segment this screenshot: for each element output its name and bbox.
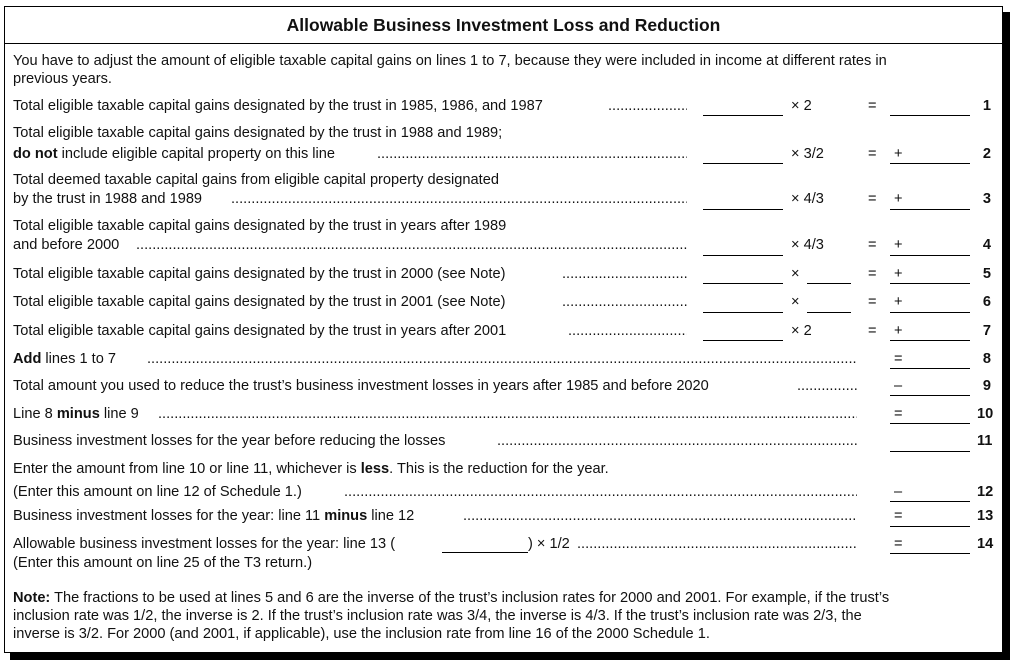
line-13-result-field[interactable] [890, 526, 970, 527]
line-number: 12 [977, 484, 994, 500]
equals-sign: = [868, 266, 877, 282]
line-5-label: Total eligible taxable capital gains designated by the trust in 2000 (see Note) [13, 266, 506, 282]
note-line-2: inclusion rate was 1/2, the inverse is 2. If the trust’s inclusion rate was 3/4, the inverse is 4/3. If the trust’s inclusion rate was 2/3, the [13, 608, 862, 624]
plus-sign: + [894, 294, 903, 310]
line-number: 7 [982, 323, 991, 339]
intro-line-1: You have to adjust the amount of eligible taxable capital gains on lines 1 to 7, because they were included in income at different rates in [13, 53, 887, 69]
line-2-label-1: Total eligible taxable capital gains designated by the trust in 1988 and 1989; [13, 125, 503, 141]
line-6-fraction-field[interactable] [807, 312, 851, 313]
line-3-result-field[interactable] [890, 209, 970, 210]
equals-sign: = [868, 191, 877, 207]
bold-text: minus [324, 508, 368, 524]
leader-dots [377, 146, 687, 162]
line-7-label: Total eligible taxable capital gains designated by the trust in years after 2001 [13, 323, 507, 339]
bold-text: minus [56, 406, 100, 422]
plus-sign: + [894, 323, 903, 339]
line-2-multiplier: × 3/2 [791, 146, 824, 162]
line-11-label: Business investment losses for the year before reducing the losses [13, 433, 446, 449]
line-number: 5 [982, 266, 991, 282]
equals-sign: = [868, 294, 877, 310]
line-1-multiplier: × 2 [791, 98, 812, 114]
minus-sign: – [894, 484, 903, 500]
line-14-inline-field[interactable] [442, 552, 528, 553]
line-10-label [13, 406, 139, 422]
leader-dots [608, 98, 687, 114]
leader-dots [344, 484, 857, 500]
line-13-label-start: Business investment losses for the year: line 11 [13, 508, 325, 524]
equals-sign: = [894, 536, 903, 552]
leader-dots [231, 191, 687, 207]
line-10-label-end: line 9 [99, 406, 139, 422]
line-number: 6 [982, 294, 991, 310]
line-3-label-1: Total deemed taxable capital gains from eligible capital property designated [13, 172, 499, 188]
plus-sign: + [894, 237, 903, 253]
leader-dots [463, 508, 857, 524]
frame-shadow-bottom [10, 653, 1010, 660]
note-line-1-text: The fractions to be used at lines 5 and 6 are the inverse of the trust’s inclusion rates for 2000 and 2001. For example, if the trust’s [50, 590, 890, 606]
form-title: Allowable Business Investment Loss and Reduction [5, 7, 1002, 44]
line-6-label: Total eligible taxable capital gains designated by the trust in 2001 (see Note) [13, 294, 506, 310]
line-4-multiplier: × 4/3 [791, 237, 824, 253]
equals-sign: = [894, 508, 903, 524]
line-number: 4 [982, 237, 991, 253]
line-7-amount-field[interactable] [703, 340, 783, 341]
line-5-fraction-field[interactable] [807, 283, 851, 284]
leader-dots [568, 323, 687, 339]
line-2-amount-field[interactable] [703, 163, 783, 164]
line-6-amount-field[interactable] [703, 312, 783, 313]
equals-sign: = [894, 351, 903, 367]
leader-dots [147, 351, 857, 367]
line-number: 3 [982, 191, 991, 207]
line-number: 8 [982, 351, 991, 367]
leader-dots [562, 294, 687, 310]
note-line-3: inverse is 3/2. For 2000 (and 2001, if applicable), use the inclusion rate from line 16 of the 2000 Schedule 1. [13, 626, 710, 642]
leader-dots [577, 536, 857, 552]
line-1-amount-field[interactable] [703, 115, 783, 116]
line-4-amount-field[interactable] [703, 255, 783, 256]
line-7-multiplier: × 2 [791, 323, 812, 339]
leader-dots [562, 266, 687, 282]
leader-dots [797, 378, 857, 394]
line-3-amount-field[interactable] [703, 209, 783, 210]
bold-text: Add [13, 351, 42, 367]
line-number: 2 [982, 146, 991, 162]
line-12-label-end: . This is the reduction for the year. [389, 461, 609, 477]
line-12-label-start: Enter the amount from line 10 or line 11, whichever is [13, 461, 361, 477]
note-line-1 [13, 590, 889, 606]
line-6-result-field[interactable] [890, 312, 970, 313]
equals-sign: = [868, 146, 877, 162]
line-8-label-rest: lines 1 to 7 [41, 351, 117, 367]
leader-dots [497, 433, 857, 449]
equals-sign: = [894, 406, 903, 422]
line-3-multiplier: × 4/3 [791, 191, 824, 207]
line-4-label-1: Total eligible taxable capital gains designated by the trust in years after 1989 [13, 218, 507, 234]
line-1-label: Total eligible taxable capital gains designated by the trust in 1985, 1986, and 1987 [13, 98, 543, 114]
leader-dots [136, 237, 687, 253]
line-number: 10 [977, 406, 994, 422]
line-14-label-2: (Enter this amount on line 25 of the T3 return.) [13, 555, 313, 571]
line-number: 1 [982, 98, 991, 114]
equals-sign: = [868, 237, 877, 253]
line-8-result-field[interactable] [890, 368, 970, 369]
line-number: 13 [977, 508, 994, 524]
line-14-label-end: ) × 1/2 [528, 536, 570, 552]
equals-sign: = [868, 98, 877, 114]
line-1-result-field[interactable] [890, 115, 970, 116]
line-14-label-start: Allowable business investment losses for the year: line 13 ( [13, 536, 396, 552]
line-2-label-2-rest: include eligible capital property on this line [57, 146, 336, 162]
line-13-label-end: line 12 [367, 508, 415, 524]
note-label: Note: [13, 590, 51, 606]
line-4-result-field[interactable] [890, 255, 970, 256]
line-number: 11 [977, 433, 993, 449]
line-2-result-field[interactable] [890, 163, 970, 164]
line-4-label-2: and before 2000 [13, 237, 120, 253]
line-12-label-1 [13, 461, 609, 477]
form-frame [4, 6, 1003, 653]
line-5-amount-field[interactable] [703, 283, 783, 284]
line-14-result-field[interactable] [890, 553, 970, 554]
line-3-label-2: by the trust in 1988 and 1989 [13, 191, 203, 207]
line-number: 14 [977, 536, 994, 552]
line-7-result-field[interactable] [890, 340, 970, 341]
line-5-multiplier: × [791, 266, 800, 282]
line-10-result-field[interactable] [890, 423, 970, 424]
line-8-label [13, 351, 116, 367]
bold-text: less [360, 461, 390, 477]
line-9-label: Total amount you used to reduce the trust’s business investment losses in years after 1985 and before 2020 [13, 378, 709, 394]
line-12-result-field[interactable] [890, 501, 970, 502]
line-6-multiplier: × [791, 294, 800, 310]
plus-sign: + [894, 191, 903, 207]
line-12-label-2: (Enter this amount on line 12 of Schedule 1.) [13, 484, 302, 500]
frame-shadow-right [1003, 12, 1010, 659]
line-2-label-2 [13, 146, 335, 162]
line-number: 9 [982, 378, 991, 394]
line-5-result-field[interactable] [890, 283, 970, 284]
line-13-label [13, 508, 414, 524]
equals-sign: = [868, 323, 877, 339]
leader-dots [158, 406, 857, 422]
intro-line-2: previous years. [13, 71, 112, 87]
minus-sign: – [894, 378, 903, 394]
line-11-result-field[interactable] [890, 451, 970, 452]
plus-sign: + [894, 146, 903, 162]
line-10-label-start: Line 8 [13, 406, 57, 422]
bold-text: do not [13, 146, 58, 162]
plus-sign: + [894, 266, 903, 282]
line-9-result-field[interactable] [890, 395, 970, 396]
